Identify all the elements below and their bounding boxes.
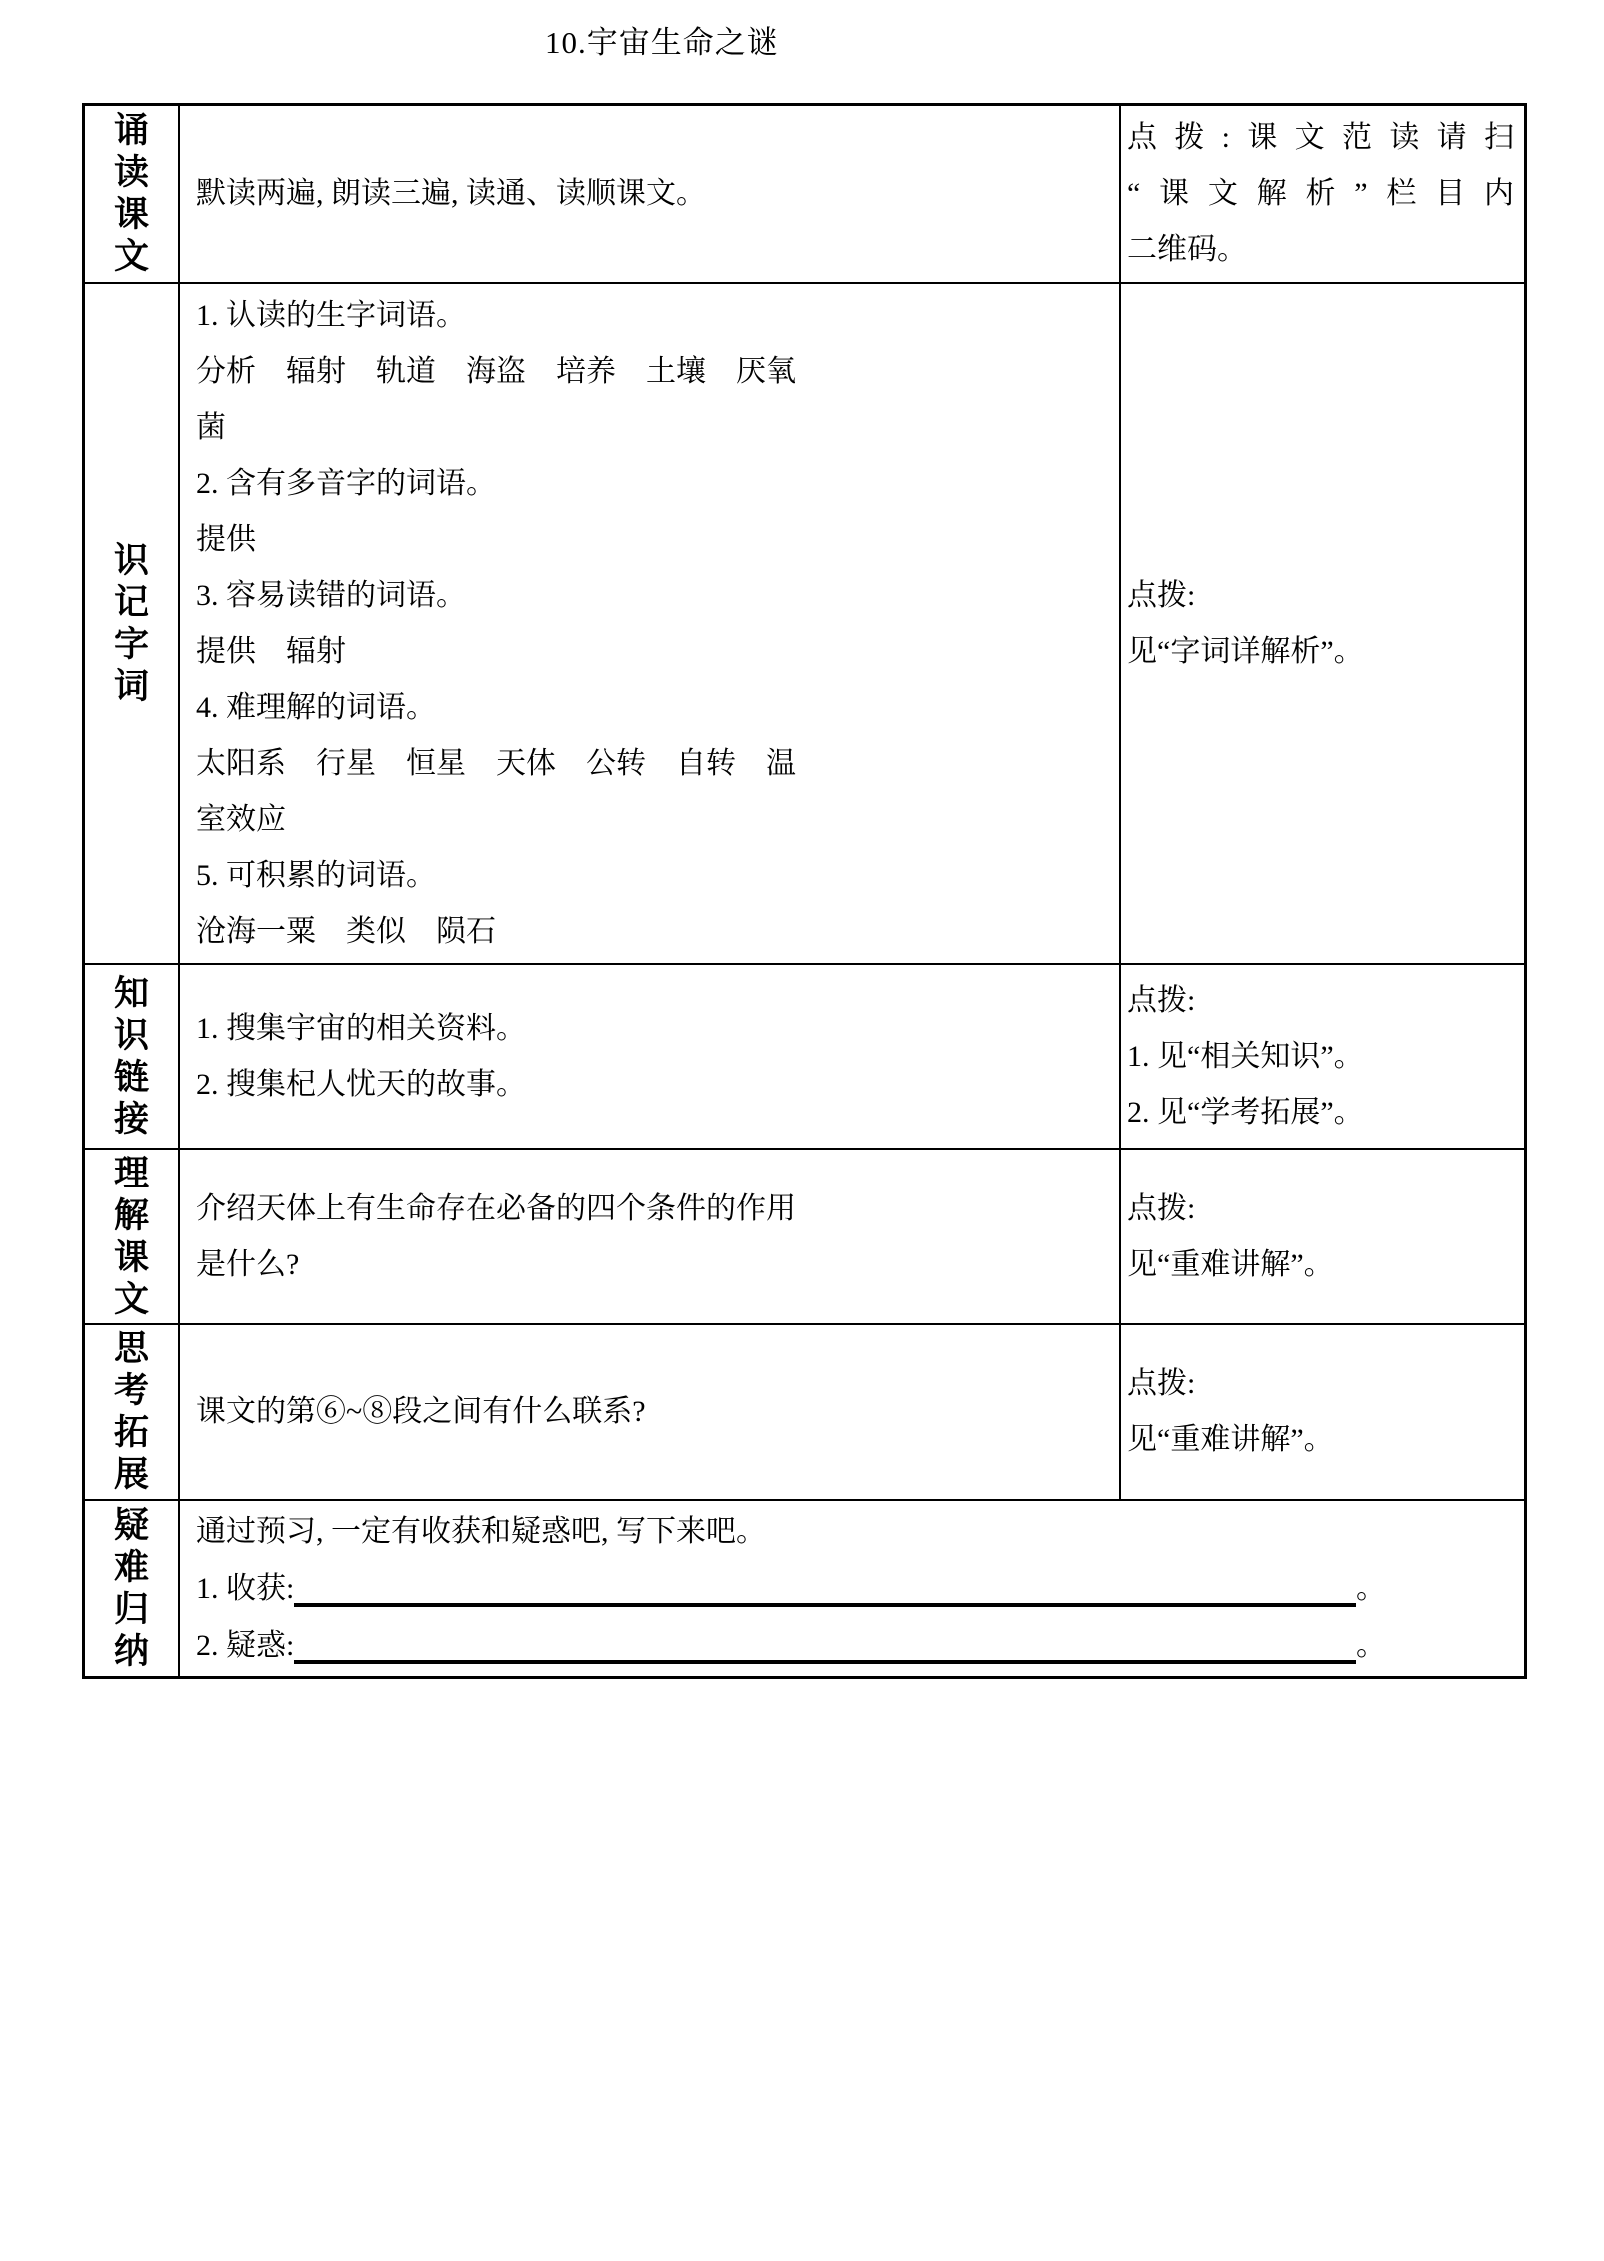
row-header: [85, 1325, 180, 1501]
answer-blank-line: [294, 1660, 1356, 1664]
pointer-line: 点拨:: [1127, 578, 1196, 612]
row-content: [180, 965, 1121, 1150]
content-line: 2. 含有多音字的词语。: [196, 466, 496, 500]
row-header-char: 考: [113, 1371, 149, 1410]
row-header-char: 纳: [113, 1631, 149, 1671]
row-header-char: 思: [113, 1329, 149, 1368]
row-content: [180, 284, 1121, 965]
content-line: 1. 认读的生字词语。: [196, 298, 466, 332]
content-line: 介绍天体上有生命存在必备的四个条件的作用: [196, 1191, 796, 1225]
pointer-cell: [1121, 106, 1524, 284]
page-title: 10.宇宙生命之谜: [545, 25, 779, 60]
content-line: 提供 辐射: [196, 634, 346, 668]
content-line: 课文的第⑥~⑧段之间有什么联系?: [196, 1395, 646, 1428]
row-header-char: 读: [113, 153, 149, 192]
content-line: 2. 搜集杞人忧天的故事。: [196, 1067, 526, 1101]
row-header-char: 理: [113, 1153, 149, 1193]
content-line: 沧海一粟 类似 陨石: [196, 914, 496, 948]
study-guide-table: [82, 103, 1527, 1679]
pointer-cell: [1121, 1325, 1524, 1501]
answer-blank-suffix: 。: [1356, 1571, 1386, 1605]
pointer-line: 点拨:: [1127, 1367, 1196, 1400]
content-line: 通过预习, 一定有收获和疑惑吧, 写下来吧。: [196, 1514, 766, 1548]
pointer-cell: [1121, 284, 1524, 965]
row-header-char: 课: [113, 195, 149, 234]
row-header-char: 链: [113, 1057, 149, 1097]
row-header: [85, 284, 180, 965]
content-line: 提供: [196, 522, 256, 556]
answer-blank-label: 2. 疑惑:: [196, 1628, 295, 1662]
answer-blank-line: [294, 1603, 1356, 1607]
pointer-line: “课文解析”栏目内: [1127, 177, 1514, 210]
answer-blank-row: [196, 1560, 1516, 1617]
row-header-char: 文: [113, 1279, 149, 1319]
pointer-line: 见“重难讲解”。: [1127, 1247, 1334, 1281]
pointer-line: 二维码。: [1127, 233, 1247, 266]
answer-blank-label: 1. 收获:: [196, 1571, 295, 1605]
row-header-char: 识: [113, 1015, 149, 1055]
pointer-cell: [1121, 1150, 1524, 1325]
row-header-char: 文: [113, 237, 149, 276]
pointer-line: 点拨:课文范读请扫: [1127, 121, 1514, 154]
answer-blank-row: [196, 1617, 1516, 1674]
row-content: [180, 106, 1121, 284]
row-content: [180, 1150, 1121, 1325]
pointer-line: 1. 见“相关知识”。: [1127, 1039, 1364, 1073]
pointer-cell: [1121, 965, 1524, 1150]
content-line: 太阳系 行星 恒星 天体 公转 自转 温: [196, 746, 796, 780]
content-line: 3. 容易读错的词语。: [196, 578, 466, 612]
row-header: [85, 1501, 180, 1676]
content-line: 5. 可积累的词语。: [196, 858, 436, 892]
row-header-char: 词: [113, 666, 149, 706]
content-line: 菌: [196, 410, 226, 444]
content-line: 1. 搜集宇宙的相关资料。: [196, 1011, 526, 1045]
row-header-char: 归: [113, 1589, 149, 1629]
answer-blank-suffix: 。: [1356, 1628, 1386, 1662]
row-header-char: 接: [113, 1099, 149, 1139]
content-line: 4. 难理解的词语。: [196, 690, 436, 724]
pointer-line: 点拨:: [1127, 983, 1196, 1017]
pointer-line: 见“字词详解析”。: [1127, 634, 1364, 668]
content-line: 是什么?: [196, 1247, 300, 1281]
pointer-line: 点拨:: [1127, 1191, 1196, 1225]
row-header: [85, 965, 180, 1150]
row-header-char: 展: [113, 1455, 149, 1494]
row-header-char: 课: [113, 1237, 149, 1277]
content-line: 室效应: [196, 802, 286, 836]
pointer-line: 见“重难讲解”。: [1127, 1423, 1334, 1456]
row-header-char: 字: [113, 624, 149, 664]
row-header-char: 解: [113, 1195, 149, 1235]
row-header-char: 记: [113, 582, 149, 622]
row-header-char: 识: [113, 540, 149, 580]
row-header-char: 拓: [113, 1413, 149, 1452]
row-header-char: 难: [113, 1547, 149, 1587]
row-header-char: 诵: [113, 111, 149, 150]
row-header: [85, 1150, 180, 1325]
row-header-char: 知: [113, 973, 149, 1013]
row-content: [180, 1501, 1524, 1676]
row-header: [85, 106, 180, 284]
pointer-line: 2. 见“学考拓展”。: [1127, 1095, 1364, 1129]
content-line: 分析 辐射 轨道 海盗 培养 土壤 厌氧: [196, 354, 796, 388]
row-header-char: 疑: [113, 1505, 149, 1545]
row-content: [180, 1325, 1121, 1501]
content-line: 默读两遍, 朗读三遍, 读通、读顺课文。: [196, 177, 706, 210]
